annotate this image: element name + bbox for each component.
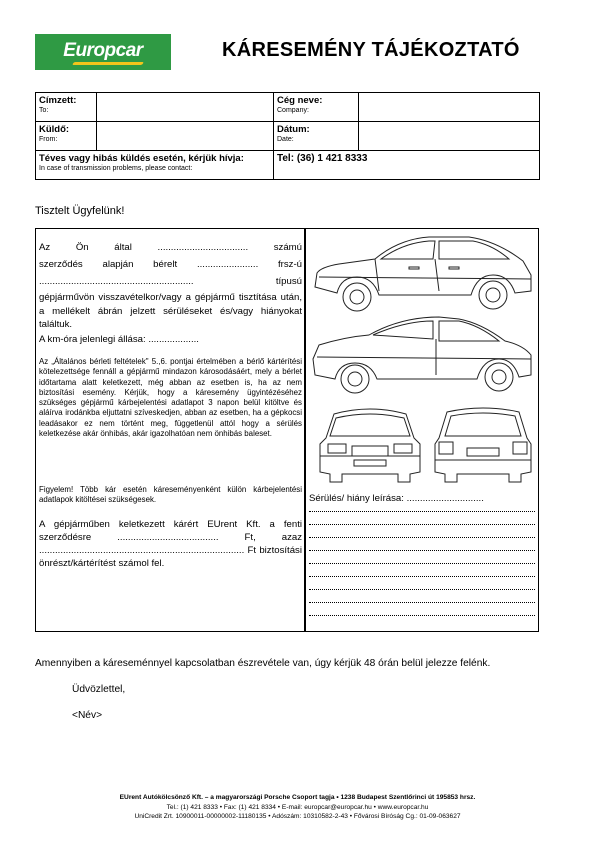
error-contact-cell (36, 151, 274, 180)
from-label: Küldő: (39, 124, 70, 135)
footer-contact: Tel.: (1) 421 8333 • Fax: (1) 421 8334 • E-mail: europcar@europcar.hu • www.europcar.hu (166, 804, 429, 811)
company-sub: Company: (277, 107, 309, 114)
terms-paragraph: Az „Általános bérleti feltételek" 5.,6. pontjai értelmében a bérlő kártérítési kötelezettsége fennáll a gépjármű mindazon károsodásáért, mely a bérlet időtartama alatt keletkezett, még abban az esetben is, ha az nem biztosítási esemény. Kérjük, hogy a káresemény ügyintézéséhez szükséges gépjármű kárbejelentési adatlapot 3 napon belül kitöltve és aláírva irodánkba eljuttatni szíveskedjen, abban az esetben, ha a gépkocsi leadásakor ez nem történt meg, függetlenül attól hogy a sérülés keletkezése akár önhibás, akár igazolhatóan nem önhibás baleset. (39, 357, 302, 439)
company-label: Cég neve: (277, 95, 323, 106)
damage-line[interactable] (309, 563, 535, 564)
damage-line[interactable] (309, 537, 535, 538)
page-title: KÁRESEMÉNY TÁJÉKOZTATÓ (222, 39, 520, 61)
car-right-side-drawing (309, 231, 537, 315)
to-label: Címzett: (39, 95, 77, 106)
warning-paragraph: Figyelem! Több kár esetén káreseményenként külön kárbejelentési adatlapok kitöltései szükségesek. (39, 485, 302, 505)
damage-line[interactable] (309, 550, 535, 551)
greeting: Tisztelt Ügyfelünk! (35, 205, 125, 217)
from-sub: From: (39, 136, 58, 143)
contract-findings: gépjárművön visszavételkor/vagy a gépjármű tisztítása után, a mellékelt ábrán jelzett sérüléseket és/vagy hiányokat találtuk. (39, 292, 302, 330)
damage-line[interactable] (309, 602, 535, 603)
date-field[interactable] (359, 122, 540, 151)
contract-line-1: Az Ön által .................................. számú (39, 242, 302, 253)
damage-line[interactable] (309, 576, 535, 577)
contact-phone: Tel: (36) 1 421 8333 (274, 151, 540, 180)
company-field[interactable] (359, 93, 540, 122)
comment-request: Amennyiben a káreseménnyel kapcsolatban észrevétele van, úgy kérjük 48 órán belül jelezze felénk. (35, 658, 491, 669)
contract-line-2: szerződés alapján bérelt ....................... frsz-ú (39, 259, 302, 270)
damage-line[interactable] (309, 589, 535, 590)
contract-line-3: .......................................................... típusú (39, 276, 302, 287)
damage-line[interactable] (309, 524, 535, 525)
damage-line[interactable] (309, 615, 535, 616)
footer-company: EUrent Autókölcsönző Kft. – a magyarországi Porsche Csoport tagja • 1238 Budapest Szentlőrinci út 195853 hrsz. (119, 794, 476, 801)
damage-description-label: Sérülés/ hiány leírása: ............................. (309, 493, 484, 504)
date-label: Dátum: (277, 124, 310, 135)
from-field[interactable] (97, 122, 274, 151)
fax-header-table (35, 92, 540, 180)
logo-swoosh (72, 62, 144, 65)
to-label-cell (36, 93, 97, 122)
error-sub: In case of transmission problems, please contact: (39, 165, 193, 172)
date-label-cell (274, 122, 359, 151)
damage-line[interactable] (309, 511, 535, 512)
car-left-side-drawing (309, 315, 537, 397)
signatory-name: <Név> (72, 710, 103, 721)
company-label-cell (274, 93, 359, 122)
odometer-line: A km-óra jelenlegi állása: ................... (39, 334, 199, 345)
regards: Üdvözlettel, (72, 684, 126, 695)
europcar-logo (35, 34, 171, 70)
to-sub: To: (39, 107, 49, 114)
error-label: Téves vagy hibás küldés esetén, kérjük hívja: (39, 153, 244, 164)
to-field[interactable] (97, 93, 274, 122)
car-rear-drawing (429, 404, 537, 488)
car-front-drawing (314, 404, 426, 488)
footer-bank: UniCredit Zrt. 10900011-00000002-11180135 • Adószám: 10310582-2-43 • Fővárosi Bíróság Cg.: 01-09-063627 (134, 813, 461, 820)
from-label-cell (36, 122, 97, 151)
deductible-paragraph: A gépjárműben keletkezett kárért EUrent Kft. a fenti szerződésre ...................................... Ft, azaz ............................................................................. Ft biztosítási önrészt/kártérítést számol fel. (39, 519, 302, 569)
column-divider (304, 228, 306, 632)
logo-text: Europcar (63, 40, 143, 61)
date-sub: Date: (277, 136, 294, 143)
